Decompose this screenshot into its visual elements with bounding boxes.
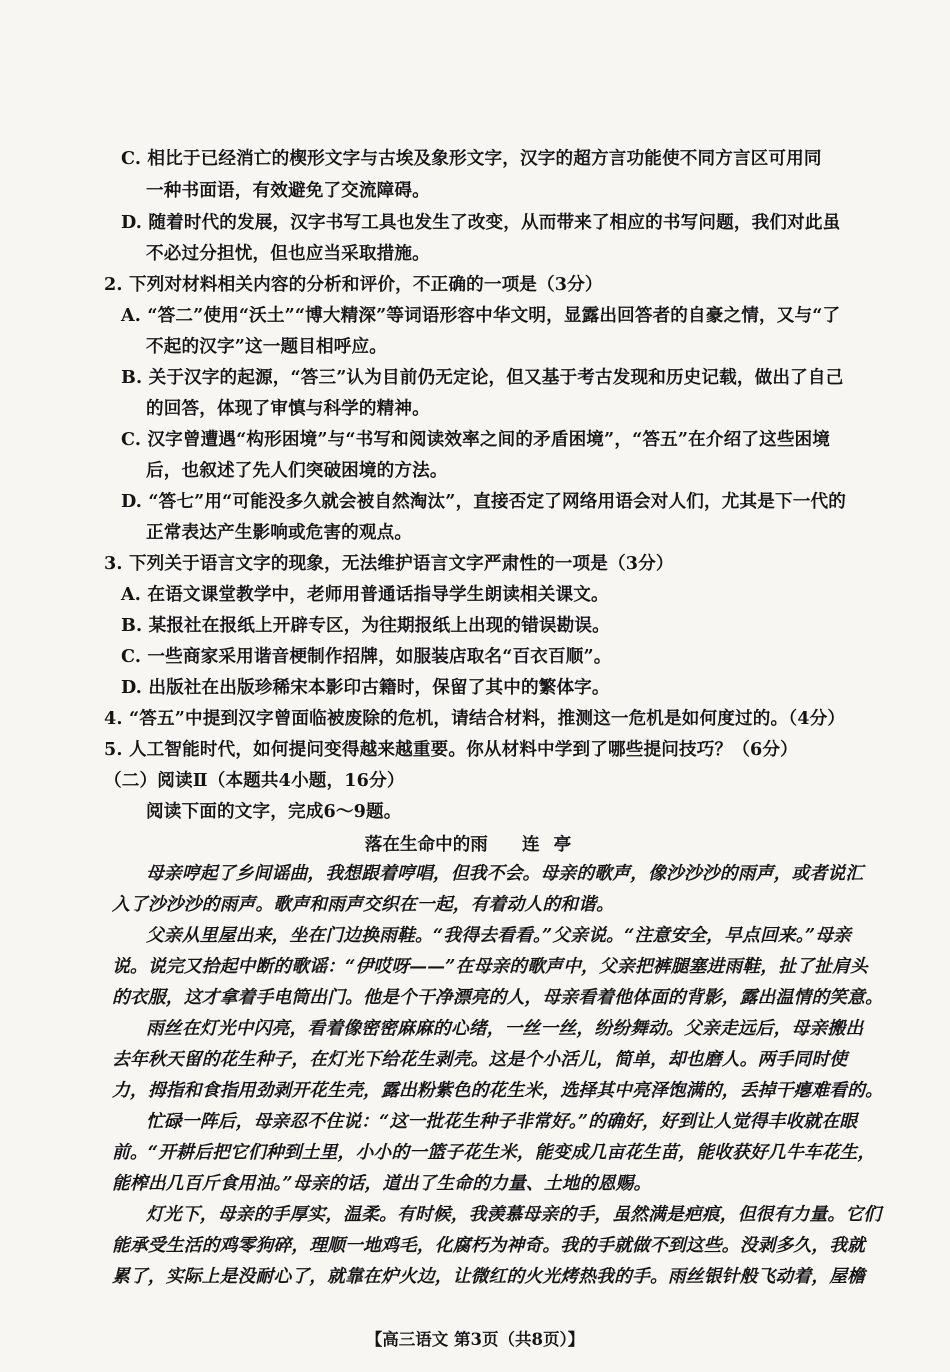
q2-option-d-line2: 正常表达产生影响或危害的观点。 [146,522,413,543]
q3-option-b: B. 某报社在报纸上开辟专区，为往期报纸上出现的错误勘误。 [121,615,610,636]
article-p5-line3: 累了，实际上是没耐心了，就靠在炉火边，让微红的火光烤热我的手。雨丝银针般飞动着，屋檐 [112,1266,866,1287]
q4-stem: 4. “答五”中提到汉字曾面临被废除的危机，请结合材料，推测这一危机是如何度过的。（4分） [104,708,846,729]
q1-option-c-line2: 一种书面语，有效避免了交流障碍。 [146,180,430,201]
q5-stem: 5. 人工智能时代，如何提问变得越来越重要。你从材料中学到了哪些提问技巧？（6分） [104,739,798,760]
article-p5-line2: 能承受生活的鸡零狗碎，理顺一地鸡毛，化腐朽为神奇。我的手就做不到这些。没剥多久，我就 [112,1235,866,1256]
article-p2-line3: 的衣服，这才拿着手电筒出门。他是个干净漂亮的人，母亲看着他体面的背影，露出温情的笑意。 [112,987,884,1008]
article-title: 落在生命中的雨 [364,834,488,855]
article-p1-line2: 入了沙沙沙的雨声。歌声和雨声交织在一起，有着动人的和谐。 [112,894,615,915]
q3-stem: 3. 下列关于语言文字的现象，无法维护语言文字严肃性的一项是（3分） [104,553,674,574]
q2-option-a-line2: 不起的汉字”这一题目相呼应。 [146,336,387,357]
article-p5-line1: 灯光下，母亲的手厚实，温柔。有时候，我羡慕母亲的手，虽然满是疤痕，但很有力量。它们 [146,1204,882,1225]
article-p3-line3: 力，拇指和食指用劲剥开花生壳，露出粉紫色的花生米，选择其中亮泽饱满的，丢掉干瘪难看的。 [112,1080,884,1101]
q2-stem: 2. 下列对材料相关内容的分析和评价，不正确的一项是（3分） [104,274,603,295]
q2-option-b-line2: 的回答，体现了审慎与科学的精神。 [146,398,430,419]
article-p1-line1: 母亲哼起了乡间谣曲，我想跟着哼唱，但我不会。母亲的歌声，像沙沙沙的雨声，或者说汇 [146,863,864,884]
q2-option-c-line2: 后，也叙述了先人们突破困境的方法。 [146,460,448,481]
article-p2-line2: 说。说完又拾起中断的歌谣：“伊哎呀——”在母亲的歌声中，父亲把裤腿塞进雨鞋，扯了扯肩头 [112,956,868,977]
q3-option-a: A. 在语文课堂教学中，老师用普通话指导学生朗读相关课文。 [121,584,609,605]
page-footer: 【高三语文 第3页（共8页）】 [365,1330,585,1349]
q2-option-a-line1: A. “答二”使用“沃土”“博大精深”等词语形容中华文明，显露出回答者的自豪之情，又与“了 [121,305,841,326]
q1-option-d-line1: D. 随着时代的发展，汉字书写工具也发生了改变，从而带来了相应的书写问题，我们对此虽 [121,212,841,233]
section-heading: （二）阅读Ⅱ（本题共4小题，16分） [104,770,405,791]
article-p3-line1: 雨丝在灯光中闪亮，看着像密密麻麻的心绪，一丝一丝，纷纷舞动。父亲走远后，母亲搬出 [146,1018,864,1039]
q3-option-c: C. 一些商家采用谐音梗制作招牌，如服装店取名“百衣百顺”。 [121,646,612,667]
article-p4-line2: 前。“开耕后把它们种到土里，小小的一篮子花生米，能变成几亩花生苗，能收获好几牛车花生， [112,1142,876,1163]
article-p4-line1: 忙碌一阵后，母亲忍不住说：“这一批花生种子非常好。”的确好，好到让人觉得丰收就在眼 [146,1111,858,1132]
q1-option-d-line2: 不必过分担忧，但也应当采取措施。 [146,243,430,264]
q3-option-d: D. 出版社在出版珍稀宋本影印古籍时，保留了其中的繁体字。 [121,677,610,698]
article-title-row [0,831,950,856]
article-p2-line1: 父亲从里屋出来，坐在门边换雨鞋。“我得去看看。”父亲说。“注意安全，早点回来。”母亲 [146,925,852,946]
article-p3-line2: 去年秋天留的花生种子，在灯光下给花生剥壳。这是个小活儿，简单，却也磨人。两手同时使 [112,1049,848,1070]
article-author: 连亭 [522,834,586,855]
section-instruction: 阅读下面的文字，完成6～9题。 [146,801,402,822]
article-p4-line3: 能榨出几百斤食用油。”母亲的话，道出了生命的力量、土地的恩赐。 [112,1173,652,1194]
q2-option-c-line1: C. 汉字曾遭遇“构形困境”与“书写和阅读效率之间的矛盾困境”，“答五”在介绍了这些困境 [121,429,831,450]
q2-option-d-line1: D. “答七”用“可能没多久就会被自然淘汰”，直接否定了网络用语会对人们，尤其是下一代的 [121,491,846,512]
q2-option-b-line1: B. 关于汉字的起源，“答三”认为目前仍无定论，但又基于考古发现和历史记载，做出了自己 [121,367,844,388]
q1-option-c-line1: C. 相比于已经消亡的楔形文字与古埃及象形文字，汉字的超方言功能使不同方言区可用同 [121,148,822,169]
